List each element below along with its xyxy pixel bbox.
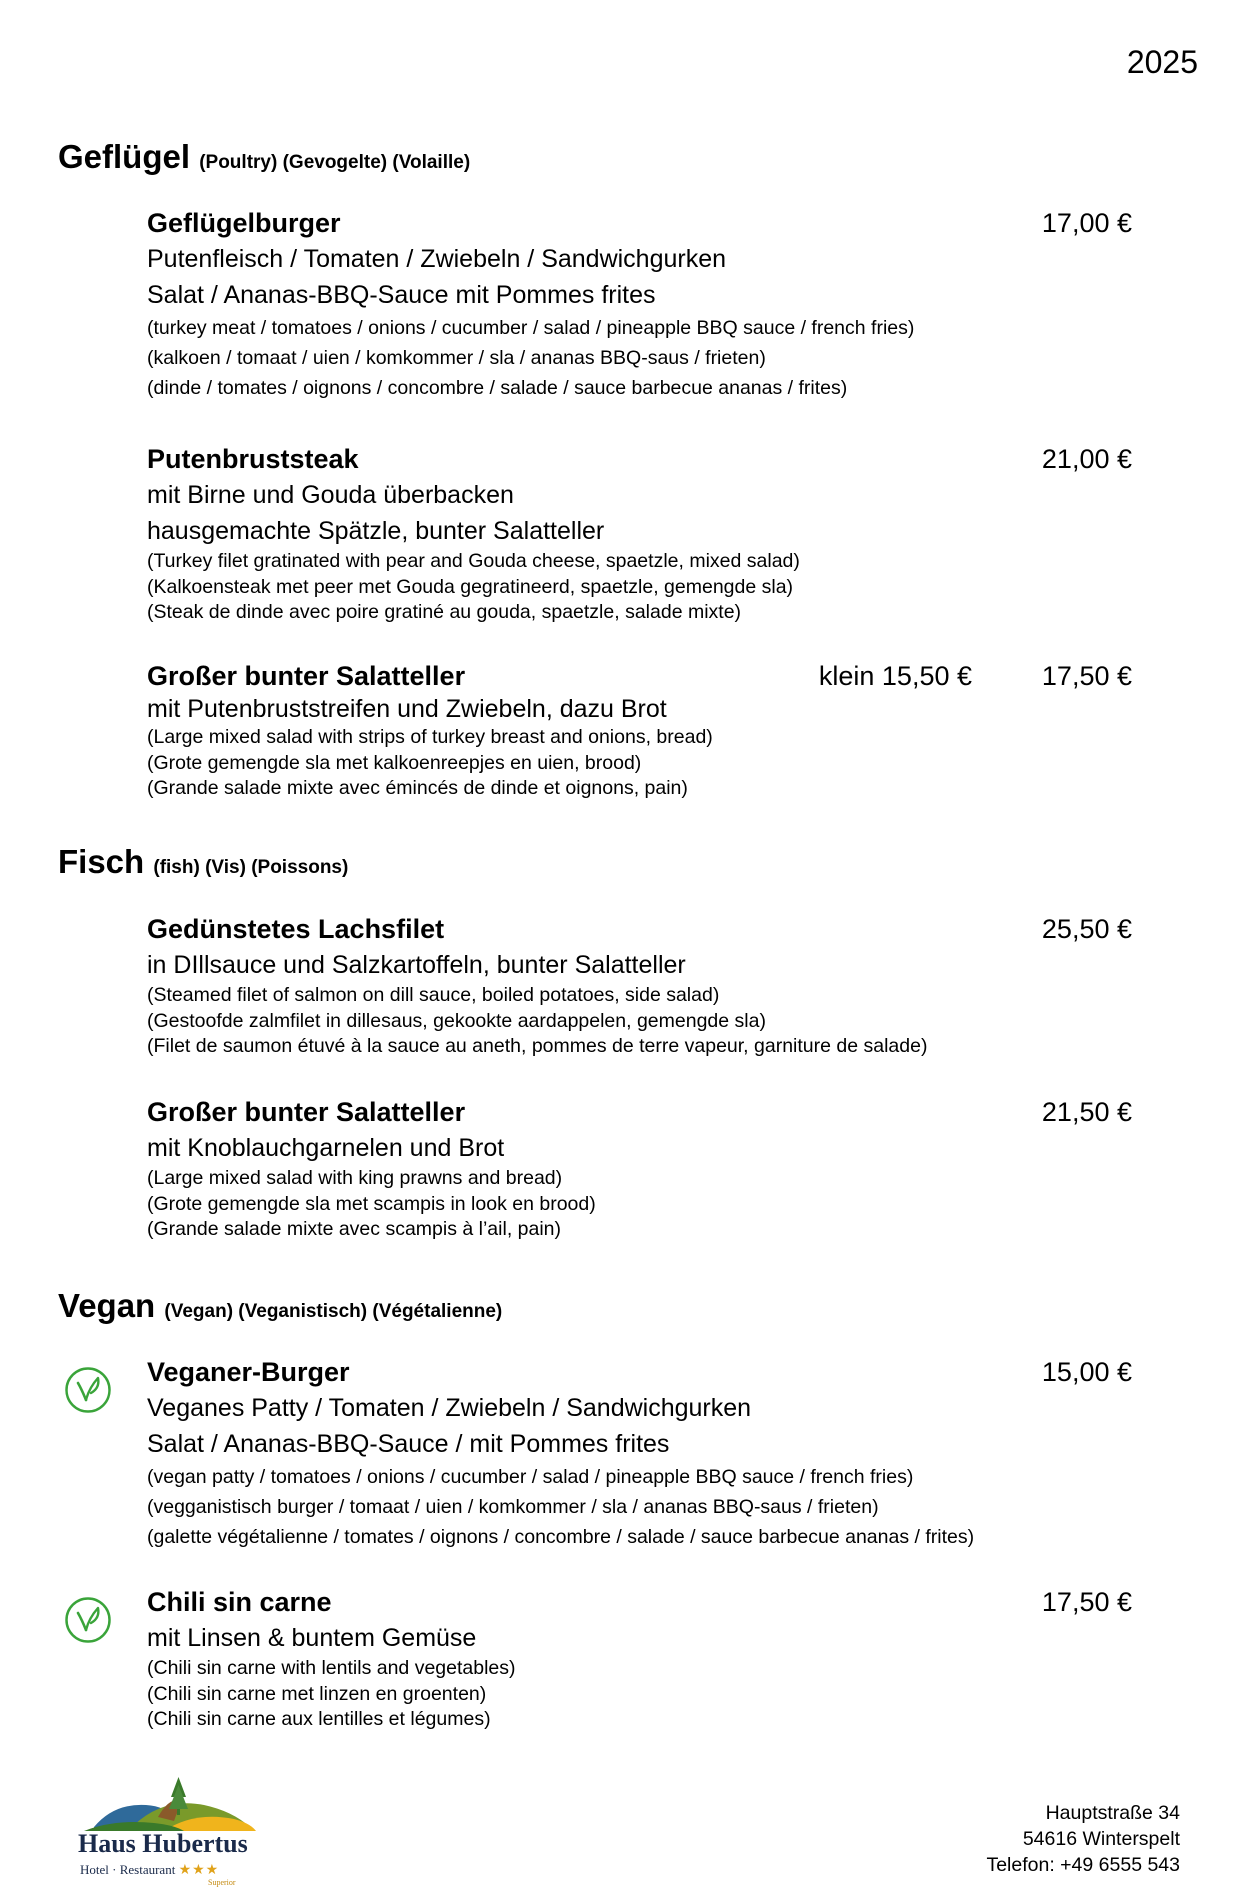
section-title-fish [58,843,348,881]
item-price-small: klein 15,50 € [818,661,972,691]
item-translation: (vegan patty / tomatoes / onions / cucumber / salad / pineapple BBQ sauce / french fries) [147,1466,914,1488]
item-translation: (Large mixed salad with king prawns and bread) [147,1167,563,1189]
menu-item-chili-sin-carne [147,1584,1132,1733]
menu-item-lachsfilet [147,911,1132,1060]
item-translation: (vegganistisch burger / tomaat / uien / komkommer / sla / ananas BBQ-saus / frieten) [147,1496,879,1518]
item-name: Geflügelburger [147,208,341,238]
menu-item-salatteller-pute [147,658,1132,802]
item-desc: mit Linsen & buntem Gemüse [147,1624,477,1652]
item-name: Chili sin carne [147,1587,332,1617]
section-title: Vegan [58,1287,156,1324]
item-translation: (Gestoofde zalmfilet in dillesaus, gekookte aardappelen, gemengde sla) [147,1009,766,1032]
item-price: 25,50 € [1041,914,1132,944]
menu-item-salatteller-garnelen [147,1094,1132,1243]
logo-tagline: Hotel · Restaurant [80,1862,176,1877]
item-name: Veganer-Burger [147,1357,350,1387]
item-translation: (Steamed filet of salmon on dill sauce, boiled potatoes, side salad) [147,984,720,1006]
vegan-leaf-icon [64,1366,112,1414]
vegan-leaf-icon [64,1596,112,1644]
item-translation: (Chili sin carne with lentils and vegetables) [147,1657,516,1679]
item-translation: (Kalkoensteak met peer met Gouda gegratineerd, spaetzle, gemengde sla) [147,575,794,598]
item-price: 17,50 € [1041,1587,1132,1617]
item-desc: hausgemachte Spätzle, bunter Salatteller [147,517,605,545]
menu-item-gefluegelburger [147,205,1132,403]
item-desc: Putenfleisch / Tomaten / Zwiebeln / Sandwichgurken [147,245,727,273]
address-city: 54616 Winterspelt [1022,1828,1180,1850]
item-translation: (galette végétalienne / tomates / oignons / concombre / salade / sauce barbecue ananas / frites) [147,1526,975,1548]
item-price: 21,00 € [1041,444,1132,474]
landscape-logo-icon [74,1775,266,1831]
item-desc: in DIllsauce und Salzkartoffeln, bunter Salatteller [147,951,686,979]
item-price: 17,50 € [1041,661,1132,691]
item-desc: mit Knoblauchgarnelen und Brot [147,1134,505,1162]
item-name: Großer bunter Salatteller [147,661,466,691]
item-translation: (Steak de dinde avec poire gratiné au gouda, spaetzle, salade mixte) [147,601,742,623]
section-subtitle: (fish) (Vis) (Poissons) [153,857,349,878]
section-title: Geflügel [58,138,191,175]
address-block [986,1800,1180,1878]
year: 2025 [1126,44,1198,80]
item-desc: mit Birne und Gouda überbacken [147,481,514,509]
logo-tagline-row [80,1862,219,1879]
item-translation: (Grande salade mixte avec scampis à l’ail, pain) [147,1218,562,1240]
section-subtitle: (Poultry) (Gevogelte) (Volaille) [199,152,471,173]
item-translation: (kalkoen / tomaat / uien / komkommer / sla / ananas BBQ-saus / frieten) [147,347,766,369]
section-title: Fisch [58,843,145,880]
item-translation: (Chili sin carne met linzen en groenten) [147,1682,487,1705]
item-translation: (Grande salade mixte avec émincés de dinde et oignons, pain) [147,777,688,799]
logo-stars: ★★★ [178,1863,220,1878]
item-desc: Salat / Ananas-BBQ-Sauce mit Pommes frites [147,281,656,309]
section-title-poultry [58,138,470,176]
address-street: Hauptstraße 34 [1045,1802,1180,1824]
item-translation: (Large mixed salad with strips of turkey breast and onions, bread) [147,726,713,748]
section-subtitle: (Vegan) (Veganistisch) (Végétalienne) [164,1301,503,1322]
item-translation: (Grote gemengde sla met kalkoenreepjes en uien, brood) [147,751,642,774]
item-translation: (turkey meat / tomatoes / onions / cucumber / salad / pineapple BBQ sauce / french fries) [147,317,915,339]
section-title-vegan [58,1287,502,1325]
item-translation: (Chili sin carne aux lentilles et légumes) [147,1708,491,1730]
item-name: Putenbruststeak [147,444,359,474]
address-phone: Telefon: +49 6555 543 [986,1854,1180,1876]
logo-brand: Haus Hubertus [78,1829,248,1858]
item-name: Gedünstetes Lachsfilet [147,914,445,944]
item-price: 21,50 € [1041,1097,1132,1127]
hotel-logo [74,1775,266,1890]
item-translation: (Grote gemengde sla met scampis in look en brood) [147,1192,596,1215]
logo-grade: Superior [208,1878,236,1887]
item-desc: Salat / Ananas-BBQ-Sauce / mit Pommes frites [147,1430,670,1458]
item-price: 15,00 € [1041,1357,1132,1387]
item-desc: mit Putenbruststreifen und Zwiebeln, dazu Brot [147,695,667,723]
menu-item-veganer-burger [147,1354,1132,1552]
item-price: 17,00 € [1041,208,1132,238]
item-name: Großer bunter Salatteller [147,1097,466,1127]
item-translation: (Filet de saumon étuvé à la sauce au aneth, pommes de terre vapeur, garniture de salade) [147,1035,928,1057]
item-translation: (dinde / tomates / oignons / concombre / salade / sauce barbecue ananas / frites) [147,377,848,399]
menu-item-putenbruststeak [147,441,1132,626]
item-translation: (Turkey filet gratinated with pear and Gouda cheese, spaetzle, mixed salad) [147,550,800,572]
item-desc: Veganes Patty / Tomaten / Zwiebeln / Sandwichgurken [147,1394,752,1422]
